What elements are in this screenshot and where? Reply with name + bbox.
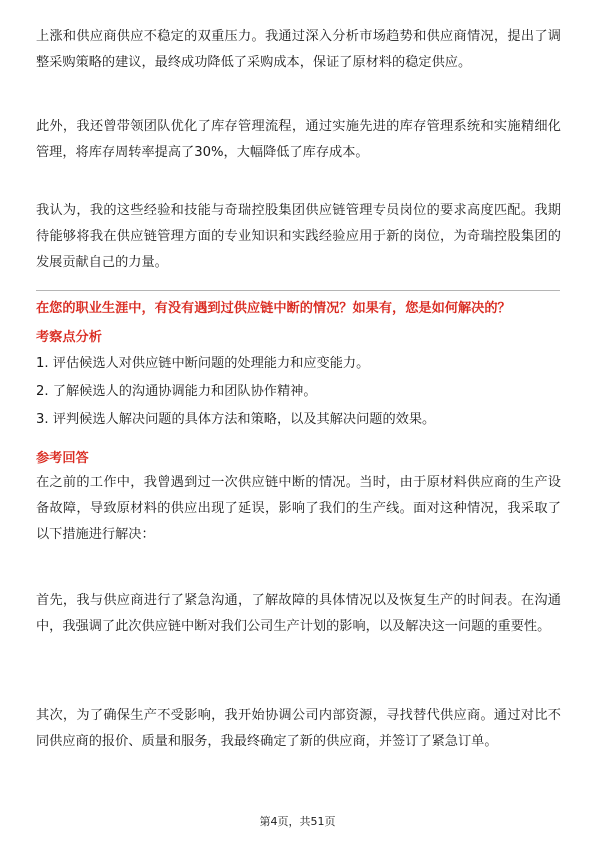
body-paragraph: 此外，我还曾带领团队优化了库存管理流程，通过实施先进的库存管理系统和实施精细化管理，将库存周转率提高了30%，大幅降低了库存成本。 [36, 119, 561, 160]
interview-question: 在您的职业生涯中，有没有遇到过供应链中断的情况？如果有，您是如何解决的？ [36, 301, 511, 316]
analysis-heading: 考察点分析 [36, 330, 102, 345]
answer-paragraph: 首先，我与供应商进行了紧急沟通，了解故障的具体情况以及恢复生产的时间表。在沟通中，我强调了此次供应链中断对我们公司生产计划的影响，以及解决这一问题的重要性。 [36, 593, 561, 634]
analysis-item: 1. 评估候选人对供应链中断问题的处理能力和应变能力。 [36, 356, 370, 371]
answer-heading: 参考回答 [36, 451, 89, 466]
answer-paragraph: 在之前的工作中，我曾遇到过一次供应链中断的情况。当时，由于原材料供应商的生产设备故障，导致原材料的供应出现了延误，影响了我们的生产线。面对这种情况，我采取了以下措施进行解决： [36, 475, 561, 542]
body-paragraph: 我认为，我的这些经验和技能与奇瑞控股集团供应链管理专员岗位的要求高度匹配。我期待能够将我在供应链管理方面的专业知识和实践经验应用于新的岗位，为奇瑞控股集团的发展贡献自己的力量。 [36, 203, 561, 270]
body-paragraph: 上涨和供应商供应不稳定的双重压力。我通过深入分析市场趋势和供应商情况，提出了调整采购策略的建议，最终成功降低了采购成本，保证了原材料的稳定供应。 [36, 29, 561, 70]
answer-paragraph: 其次，为了确保生产不受影响，我开始协调公司内部资源，寻找替代供应商。通过对比不同供应商的报价、质量和服务，我最终确定了新的供应商，并签订了紧急订单。 [36, 708, 561, 749]
section-divider [36, 290, 560, 291]
analysis-item: 2. 了解候选人的沟通协调能力和团队协作精神。 [36, 384, 317, 399]
page-number: 第4页，共51页 [259, 815, 336, 828]
analysis-item: 3. 评判候选人解决问题的具体方法和策略，以及其解决问题的效果。 [36, 412, 436, 427]
